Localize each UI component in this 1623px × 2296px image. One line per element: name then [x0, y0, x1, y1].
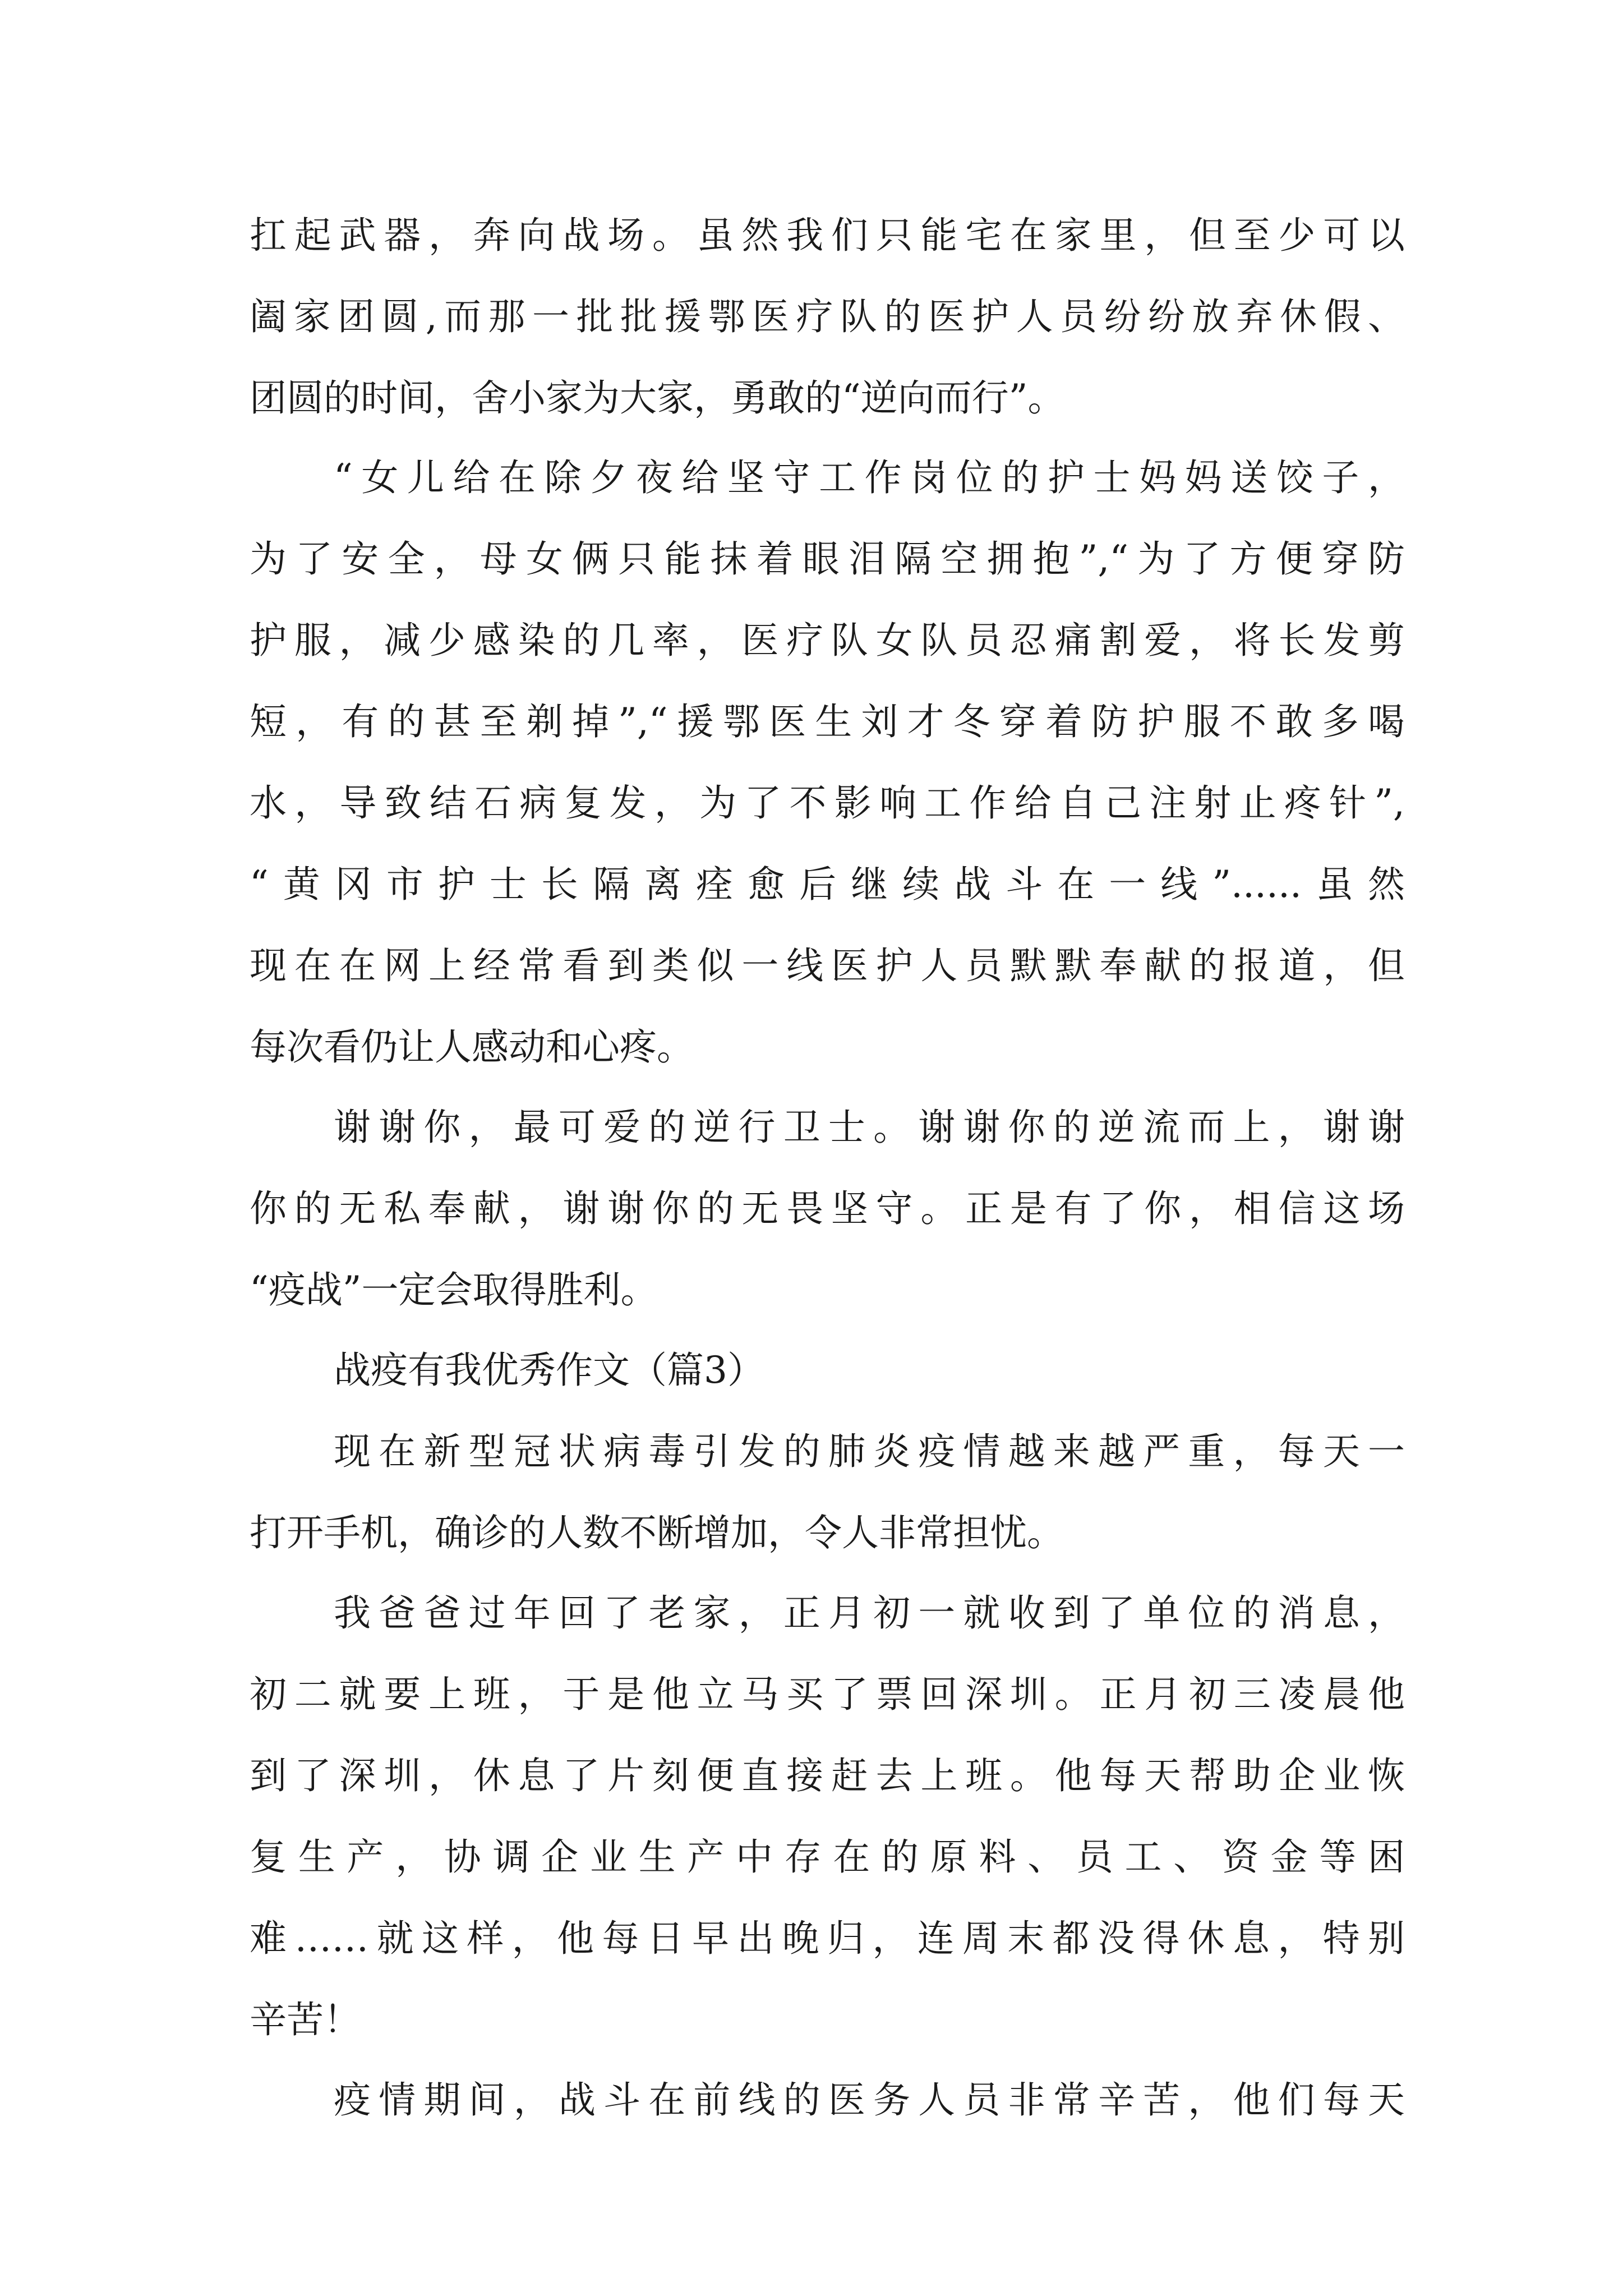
text-line: 谢谢你，最可爱的逆行卫士。谢谢你的逆流而上，谢谢	[334, 1106, 1405, 1149]
text-line: “黄冈市护士长隔离痊愈后继续战斗在一线”......虽然	[250, 863, 1405, 906]
text-line: 我爸爸过年回了老家，正月初一就收到了单位的消息，	[334, 1591, 1405, 1635]
text-line: 水，导致结石病复发，为了不影响工作给自己注射止疼针”,	[250, 781, 1405, 825]
text-line: 初二就要上班，于是他立马买了票回深圳。正月初三凌晨他	[250, 1673, 1405, 1716]
text-line: 复生产，协调企业生产中存在的原料、员工、资金等困	[250, 1835, 1405, 1879]
text-line: 护服，减少感染的几率，医疗队女队员忍痛割爱，将长发剪	[250, 619, 1405, 662]
text-line: 扛起武器，奔向战场。虽然我们只能宅在家里，但至少可以	[250, 214, 1405, 257]
text-line: 每次看仍让人感动和心疼。	[250, 1025, 694, 1069]
section-heading: 战疫有我优秀作文（篇3）	[334, 1349, 764, 1392]
text-line: 为了安全，母女俩只能抹着眼泪隔空拥抱”,“为了方便穿防	[250, 537, 1405, 581]
text-line: 难……就这样，他每日早出晚归，连周末都没得休息，特别	[250, 1917, 1405, 1960]
text-line: “疫战”一定会取得胜利。	[250, 1268, 658, 1312]
text-line: 现在在网上经常看到类似一线医护人员默默奉献的报道，但	[250, 944, 1405, 987]
text-line: 辛苦！	[250, 1998, 361, 2041]
text-line: 阖家团圆,而那一批批援鄂医疗队的医护人员纷纷放弃休假、	[250, 295, 1405, 338]
text-line: 短，有的甚至剃掉”,“援鄂医生刘才冬穿着防护服不敢多喝	[250, 700, 1405, 743]
text-line: 现在新型冠状病毒引发的肺炎疫情越来越严重，每天一	[334, 1430, 1405, 1473]
text-line: “女儿给在除夕夜给坚守工作岗位的护士妈妈送饺子，	[334, 456, 1405, 499]
text-line: 团圆的时间，舍小家为大家，勇敢的“逆向而行”。	[250, 376, 1065, 420]
text-line: 疫情期间，战斗在前线的医务人员非常辛苦，他们每天	[334, 2078, 1405, 2122]
text-line: 到了深圳，休息了片刻便直接赶去上班。他每天帮助企业恢	[250, 1754, 1405, 1797]
text-line: 打开手机，确诊的人数不断增加，令人非常担忧。	[250, 1511, 1064, 1554]
text-line: 你的无私奉献，谢谢你的无畏坚守。正是有了你，相信这场	[250, 1187, 1405, 1230]
